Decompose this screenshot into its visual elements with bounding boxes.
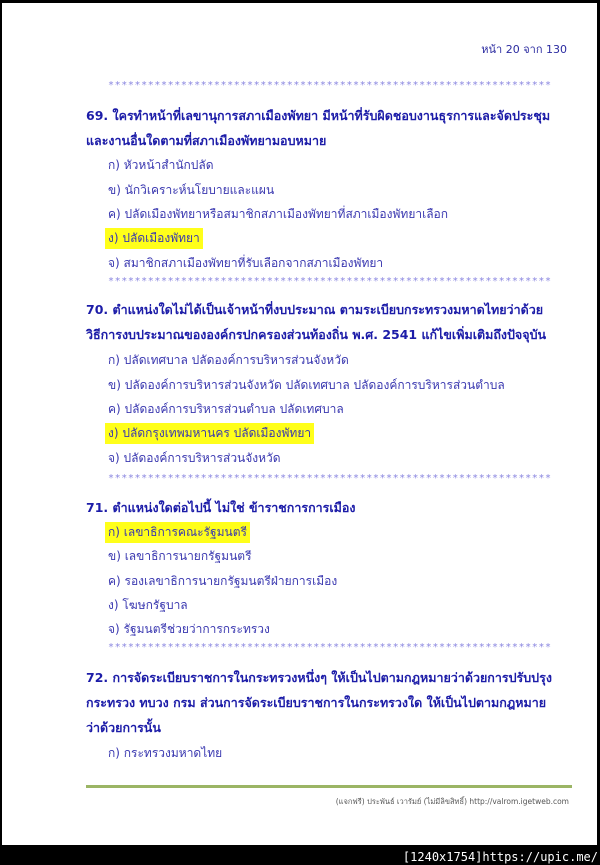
option: ง) โฆษกรัฐบาล: [108, 598, 188, 612]
question-text: 70. ตำแหน่งใดไม่ได้เป็นเจ้าหน้าที่งบประมาณ ตามระเบียบกระทรวงมหาดไทยว่าด้วย: [86, 302, 544, 317]
option-answer-highlighted: ง) ปลัดกรุงเทพมหานคร ปลัดเมืองพัทยา: [105, 423, 314, 444]
option: ก) กระทรวงมหาดไทย: [108, 746, 223, 760]
separator: *******************************************************************: [108, 80, 552, 91]
option: ก) ปลัดเทศบาล ปลัดองค์การบริหารส่วนจังหวัด: [108, 353, 349, 367]
option-answer-highlighted: ง) ปลัดเมืองพัทยา: [105, 228, 203, 249]
option: ข) ปลัดองค์การบริหารส่วนจังหวัด ปลัดเทศบาล ปลัดองค์การบริหารส่วนตำบล: [108, 378, 505, 392]
page-indicator: หน้า 20 จาก 130: [481, 43, 567, 56]
option: จ) รัฐมนตรีช่วยว่าการกระทรวง: [108, 622, 270, 636]
option: ค) ปลัดเมืองพัทยาหรือสมาชิกสภาเมืองพัทยาที่สภาเมืองพัทยาเลือก: [108, 207, 449, 221]
question-text: และงานอื่นใดตามที่สภาเมืองพัทยามอบหมาย: [86, 133, 327, 148]
footer-credit: (แจกฟรี) ประพันธ์ เวารัมย์ (ไม่มีลิขสิทธิ์) http://valrom.igetweb.com: [335, 797, 569, 806]
option: ข) นักวิเคราะห์นโยบายและแผน: [108, 183, 275, 197]
footer-rule: [86, 785, 572, 788]
source-overlay: [1240x1754]https://upic.me/: [402, 850, 598, 864]
option: จ) ปลัดองค์การบริหารส่วนจังหวัด: [108, 451, 281, 465]
question-text: 72. การจัดระเบียบราชการในกระทรวงหนึ่งๆ ให้เป็นไปตามกฎหมายว่าด้วยการปรับปรุง: [86, 670, 552, 685]
option: ข) เลขาธิการนายกรัฐมนตรี: [108, 549, 252, 563]
option: ค) รองเลขาธิการนายกรัฐมนตรีฝ่ายการเมือง: [108, 574, 338, 588]
option: ค) ปลัดองค์การบริหารส่วนตำบล ปลัดเทศบาล: [108, 402, 344, 416]
question-text: 69. ใครทำหน้าที่เลขานุการสภาเมืองพัทยา มีหน้าที่รับผิดชอบงานธุรการและจัดประชุม: [86, 108, 551, 123]
separator: *******************************************************************: [108, 276, 552, 287]
option: ก) หัวหน้าสำนักปลัด: [108, 158, 214, 172]
question-text: 71. ตำแหน่งใดต่อไปนี้ ไม่ใช่ ข้าราชการการเมือง: [86, 500, 356, 515]
separator: *******************************************************************: [108, 473, 552, 484]
option: จ) สมาชิกสภาเมืองพัทยาที่รับเลือกจากสภาเมืองพัทยา: [108, 256, 384, 270]
separator: *******************************************************************: [108, 642, 552, 653]
question-text: กระทรวง ทบวง กรม ส่วนการจัดระเบียบราชการในกระทรวงใด ให้เป็นไปตามกฎหมาย: [86, 695, 547, 710]
document-page: [2, 3, 597, 845]
question-text: ว่าด้วยการนั้น: [86, 720, 161, 735]
question-text: วิธีการงบประมาณขององค์กรปกครองส่วนท้องถิ่น พ.ศ. 2541 แก้ไขเพิ่มเติมถึงปัจจุบัน: [86, 327, 547, 342]
option-answer-highlighted: ก) เลขาธิการคณะรัฐมนตรี: [105, 522, 250, 543]
